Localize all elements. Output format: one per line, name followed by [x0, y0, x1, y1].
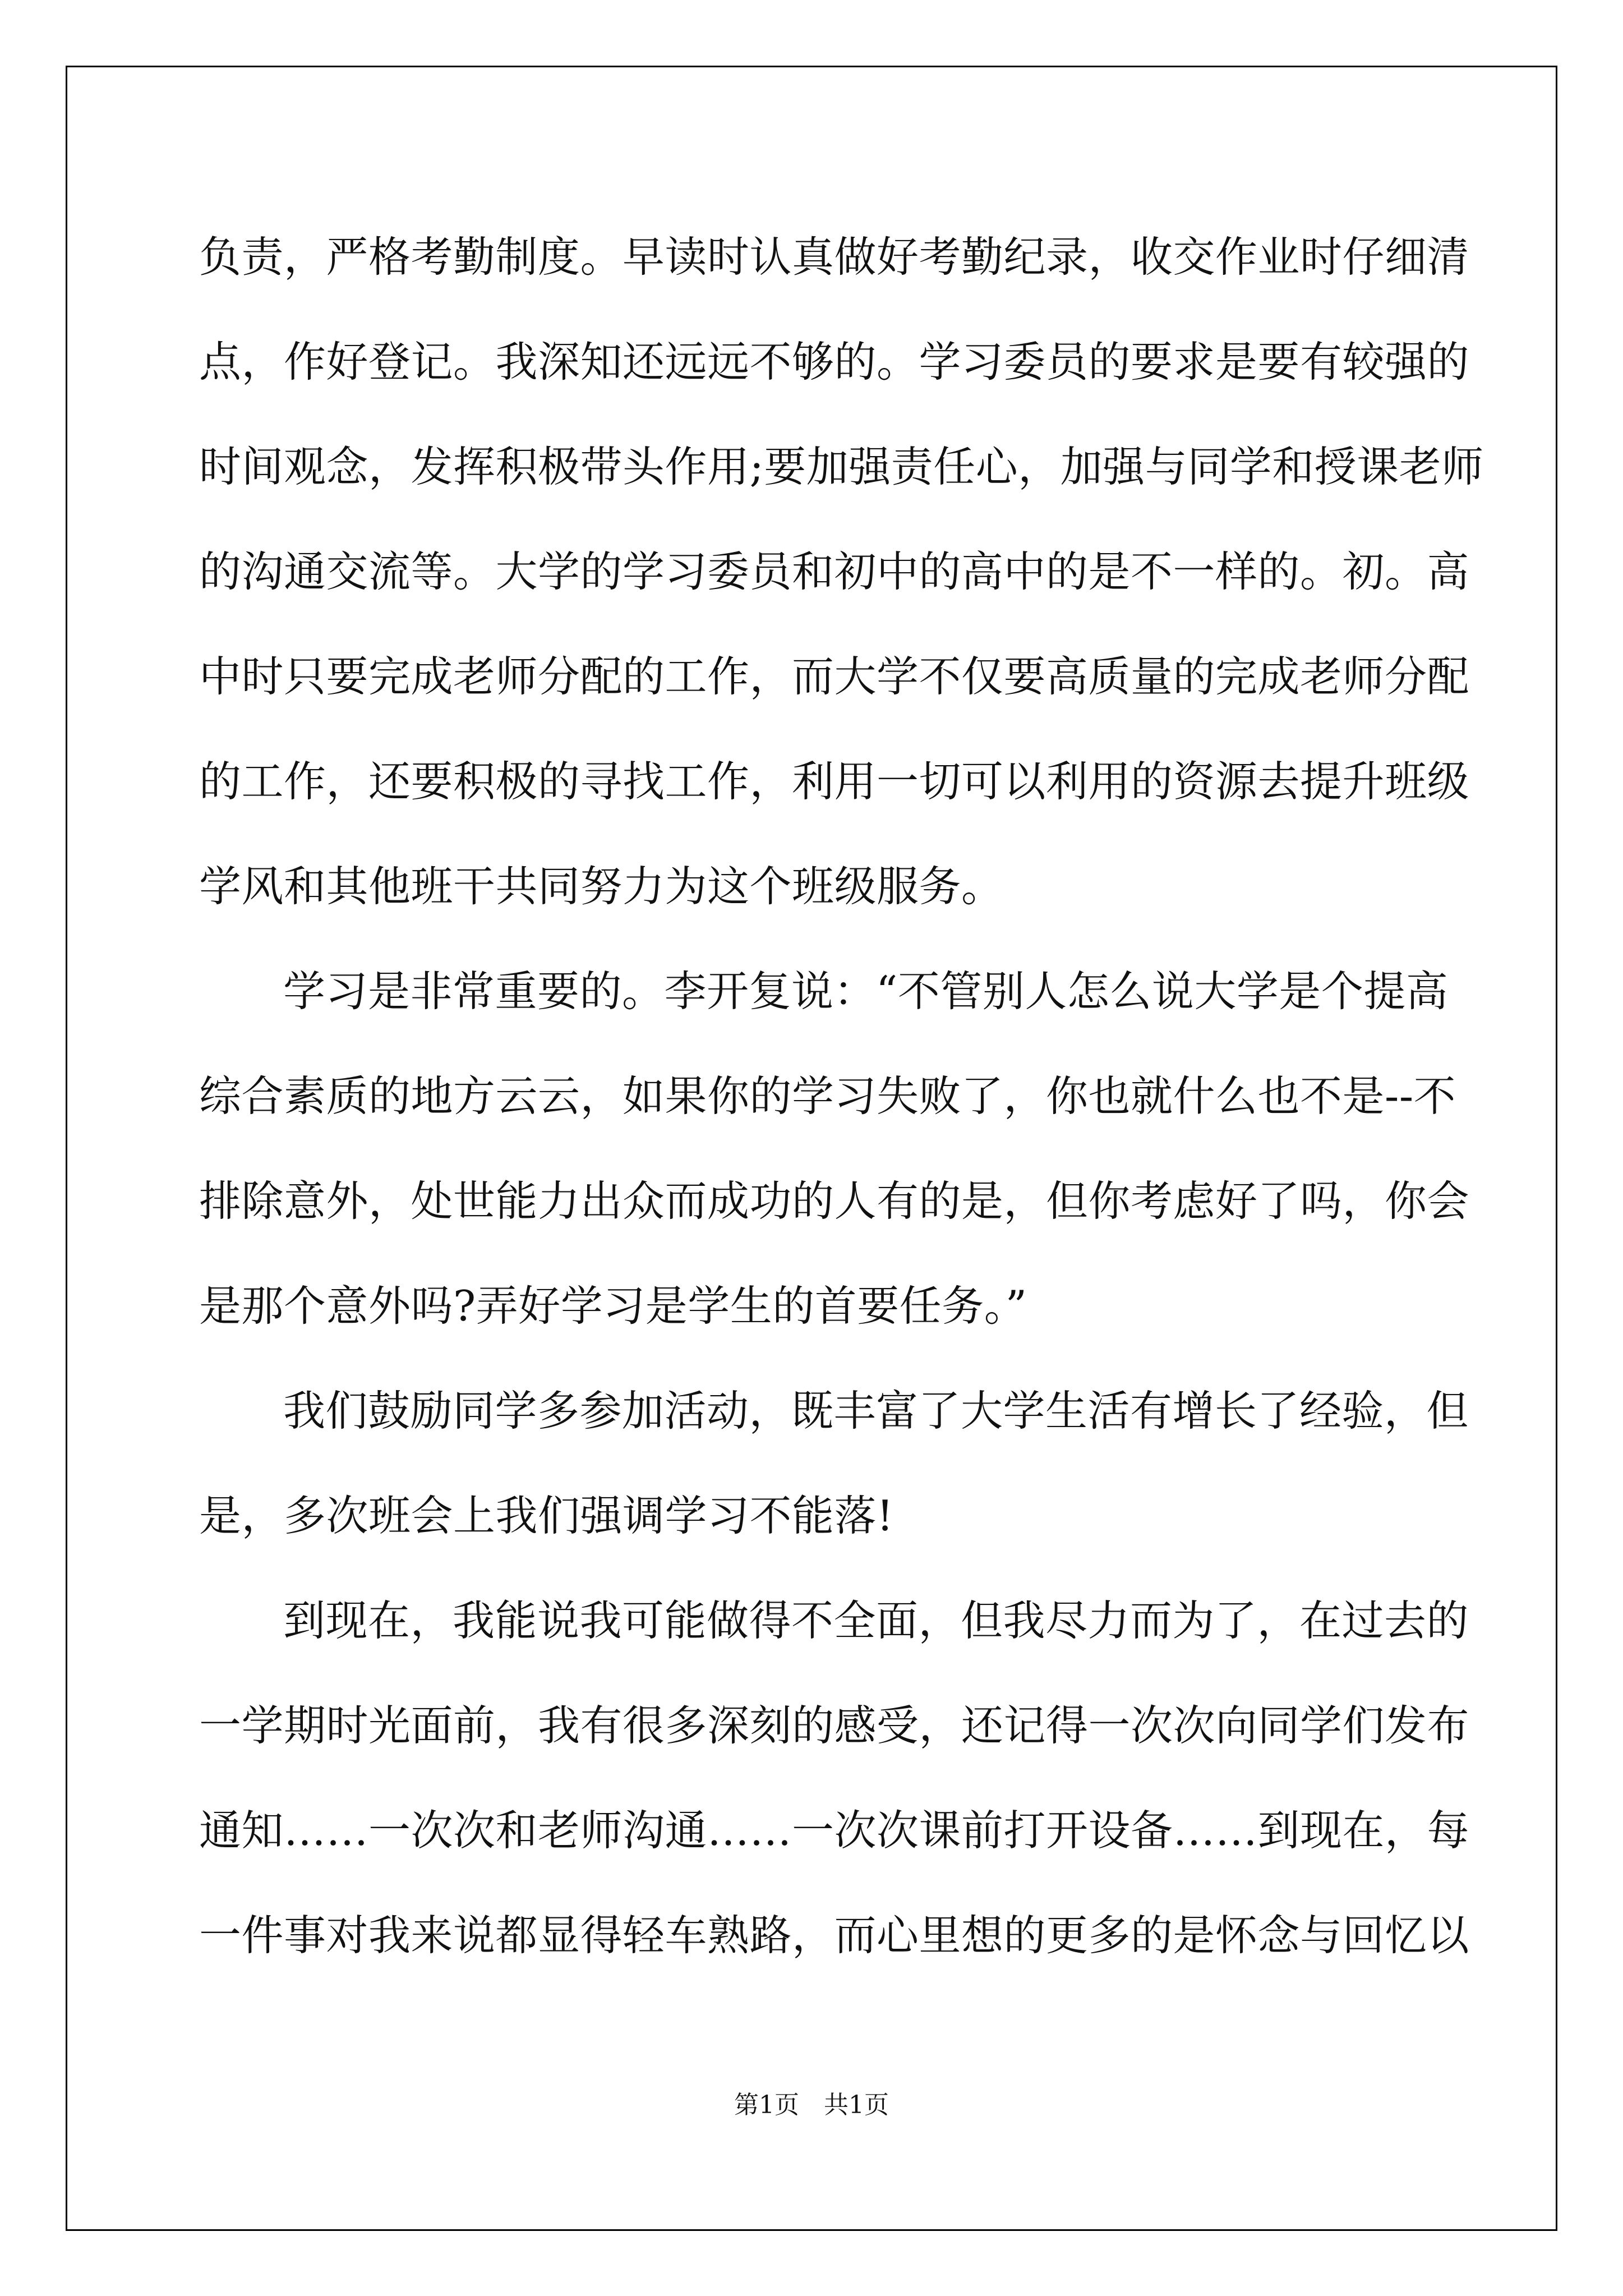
text-line: 中时只要完成老师分配的工作，而大学不仅要高质量的完成老师分配	[199, 652, 1470, 701]
text-line: 通知……一次次和老师沟通……一次次课前打开设备……到现在，每	[199, 1806, 1470, 1855]
text-line: 到现在，我能说我可能做得不全面，但我尽力而为了，在过去的	[283, 1596, 1469, 1645]
text-line: 一件事对我来说都显得轻车熟路，而心里想的更多的是怀念与回忆以	[199, 1911, 1470, 1960]
text-line: 点，作好登记。我深知还远远不够的。学习委员的要求是要有较强的	[199, 337, 1470, 386]
text-line: 一学期时光面前，我有很多深刻的感受，还记得一次次向同学们发布	[199, 1701, 1470, 1750]
text-line: 排除意外，处世能力出众而成功的人有的是，但你考虑好了吗，你会	[199, 1176, 1470, 1226]
text-line: 我们鼓励同学多参加活动，既丰富了大学生活有增长了经验，但	[283, 1386, 1469, 1435]
text-line: 是，多次班会上我们强调学习不能落!	[199, 1491, 894, 1540]
text-line: 学风和其他班干共同努力为这个班级服务。	[199, 862, 1004, 911]
text-line: 是那个意外吗?弄好学习是学生的首要任务。”	[199, 1281, 1027, 1331]
text-line: 综合素质的地方云云，如果你的学习失败了，你也就什么也不是--不	[199, 1071, 1456, 1121]
text-line: 负责，严格考勤制度。早读时认真做好考勤纪录，收交作业时仔细清	[199, 232, 1470, 282]
text-line: 时间观念，发挥积极带头作用;要加强责任心，加强与同学和授课老师	[199, 442, 1484, 491]
text-line: 学习是非常重要的。李开复说：“不管别人怎么说大学是个提高	[283, 967, 1449, 1016]
document-body	[199, 205, 1484, 1988]
page-footer	[0, 2085, 1623, 2120]
page-number-label: 第1页 共1页	[734, 2091, 889, 2119]
text-line: 的工作，还要积极的寻找工作，利用一切可以利用的资源去提升班级	[199, 757, 1470, 806]
text-line: 的沟通交流等。大学的学习委员和初中的高中的是不一样的。初。高	[199, 547, 1470, 596]
